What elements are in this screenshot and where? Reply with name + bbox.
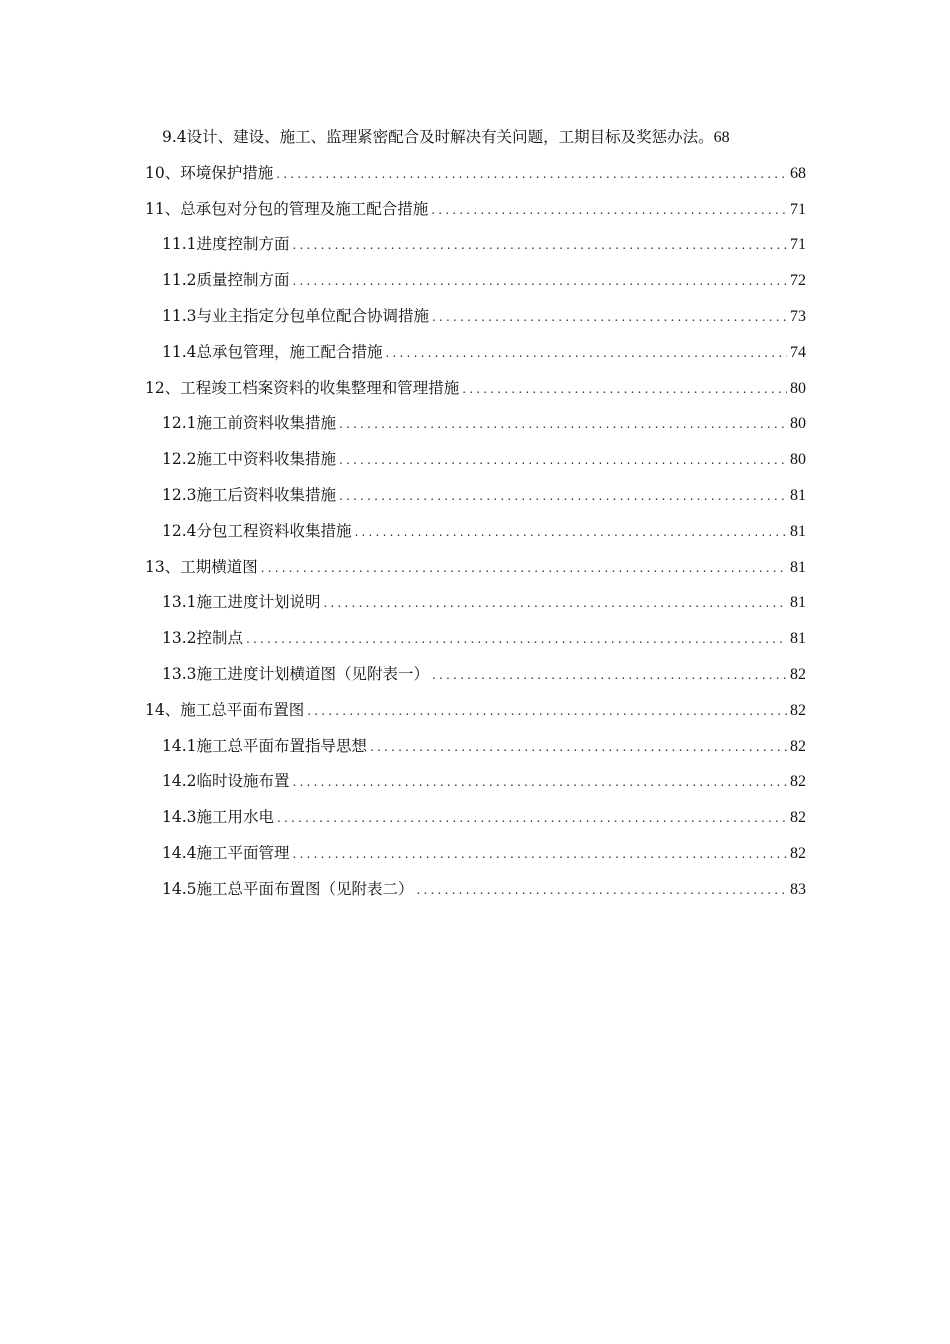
toc-dot-leader bbox=[307, 704, 787, 718]
toc-dot-leader bbox=[339, 453, 787, 467]
toc-entry-title: 14.2临时设施布置 bbox=[162, 772, 290, 791]
toc-entry[interactable] bbox=[145, 340, 806, 376]
toc-entry-title: 12.1施工前资料收集措施 bbox=[162, 414, 337, 433]
toc-dot-leader bbox=[339, 489, 787, 503]
toc-entry[interactable] bbox=[145, 841, 806, 877]
toc-dot-leader bbox=[417, 883, 787, 897]
toc-entry-page: 74 bbox=[790, 343, 806, 361]
toc-entry-page: 82 bbox=[790, 844, 806, 862]
table-of-contents bbox=[145, 125, 806, 913]
toc-entry[interactable] bbox=[145, 877, 806, 913]
toc-entry-title: 11.1进度控制方面 bbox=[162, 235, 290, 254]
toc-entry[interactable] bbox=[145, 734, 806, 770]
toc-entry-page: 81 bbox=[790, 558, 806, 576]
toc-entry-title: 12.4分包工程资料收集措施 bbox=[162, 521, 352, 540]
toc-entry-page: 82 bbox=[790, 701, 806, 719]
toc-entry[interactable] bbox=[145, 125, 806, 161]
toc-entry[interactable] bbox=[145, 769, 806, 805]
toc-entry-page: 80 bbox=[790, 451, 806, 469]
toc-entry-page: 68 bbox=[790, 164, 806, 182]
toc-entry-title: 12.2施工中资料收集措施 bbox=[162, 450, 337, 469]
toc-entry[interactable] bbox=[145, 447, 806, 483]
toc-entry-title: 11.3与业主指定分包单位配合协调措施 bbox=[162, 306, 430, 325]
toc-dot-leader bbox=[293, 274, 787, 288]
toc-entry-page: 68 bbox=[713, 129, 730, 146]
toc-dot-leader bbox=[355, 525, 787, 539]
toc-entry-title: 12、工程竣工档案资料的收集整理和管理措施 bbox=[145, 378, 460, 397]
toc-dot-leader bbox=[276, 167, 787, 181]
toc-dot-leader bbox=[432, 668, 787, 682]
toc-dot-leader bbox=[324, 596, 787, 610]
toc-entry-page: 71 bbox=[790, 236, 806, 254]
toc-entry-page: 82 bbox=[790, 737, 806, 755]
toc-entry-title: 14.5施工总平面布置图（见附表二） bbox=[162, 879, 414, 898]
toc-entry-page: 81 bbox=[790, 486, 806, 504]
toc-entry[interactable] bbox=[145, 698, 806, 734]
toc-entry-page: 83 bbox=[790, 880, 806, 898]
toc-entry-title: 14.1施工总平面布置指导思想 bbox=[162, 736, 368, 755]
toc-dot-leader bbox=[386, 346, 787, 360]
toc-dot-leader bbox=[432, 310, 787, 324]
toc-entry-title: 11、总承包对分包的管理及施工配合措施 bbox=[145, 199, 429, 218]
toc-dot-leader bbox=[370, 740, 787, 754]
toc-entry-page: 80 bbox=[790, 415, 806, 433]
toc-dot-leader bbox=[462, 382, 787, 396]
toc-entry-title: 11.4总承包管理，施工配合措施 bbox=[162, 342, 383, 361]
toc-entry-title: 13、工期横道图 bbox=[145, 557, 258, 576]
toc-entry-title: 13.3施工进度计划横道图（见附表一） bbox=[162, 664, 430, 683]
toc-entry-page: 72 bbox=[790, 272, 806, 290]
toc-entry-title: 13.2控制点 bbox=[162, 629, 244, 648]
toc-entry[interactable] bbox=[145, 626, 806, 662]
toc-entry-page: 73 bbox=[790, 307, 806, 325]
toc-entry-title: 11.2质量控制方面 bbox=[162, 271, 290, 290]
toc-dot-leader bbox=[339, 417, 787, 431]
toc-entry[interactable] bbox=[145, 304, 806, 340]
toc-entry[interactable] bbox=[145, 519, 806, 555]
toc-dot-leader bbox=[261, 561, 787, 575]
toc-dot-leader bbox=[293, 238, 787, 252]
toc-entry[interactable] bbox=[145, 411, 806, 447]
toc-entry[interactable] bbox=[145, 376, 806, 412]
toc-entry-title: 14、施工总平面布置图 bbox=[145, 700, 305, 719]
toc-entry[interactable] bbox=[145, 805, 806, 841]
toc-entry[interactable] bbox=[145, 483, 806, 519]
toc-entry-title: 14.3施工用水电 bbox=[162, 808, 275, 827]
toc-entry[interactable] bbox=[145, 232, 806, 268]
toc-entry[interactable] bbox=[145, 662, 806, 698]
toc-entry-page: 82 bbox=[790, 665, 806, 683]
toc-dot-leader bbox=[293, 775, 787, 789]
toc-entry[interactable] bbox=[145, 161, 806, 197]
toc-entry-page: 82 bbox=[790, 773, 806, 791]
toc-entry-page: 81 bbox=[790, 522, 806, 540]
toc-entry-title: 10、环境保护措施 bbox=[145, 163, 274, 182]
toc-entry-title: 12.3施工后资料收集措施 bbox=[162, 485, 337, 504]
toc-entry-page: 82 bbox=[790, 809, 806, 827]
toc-entry-page: 71 bbox=[790, 200, 806, 218]
toc-entry-title: 13.1施工进度计划说明 bbox=[162, 593, 321, 612]
toc-entry-page: 81 bbox=[790, 630, 806, 648]
toc-entry[interactable] bbox=[145, 268, 806, 304]
toc-dot-leader bbox=[246, 632, 787, 646]
toc-entry-title: 14.4施工平面管理 bbox=[162, 843, 290, 862]
toc-dot-leader bbox=[293, 847, 787, 861]
toc-dot-leader bbox=[277, 811, 787, 825]
toc-entry[interactable] bbox=[145, 197, 806, 233]
toc-entry[interactable] bbox=[145, 590, 806, 626]
toc-entry[interactable] bbox=[145, 555, 806, 591]
toc-entry-page: 80 bbox=[790, 379, 806, 397]
toc-entry-page: 81 bbox=[790, 594, 806, 612]
toc-entry-title: 9.4设计、建设、施工、监理紧密配合及时解决有关问题，工期目标及奖惩办法。 bbox=[162, 128, 714, 146]
toc-dot-leader bbox=[431, 203, 787, 217]
